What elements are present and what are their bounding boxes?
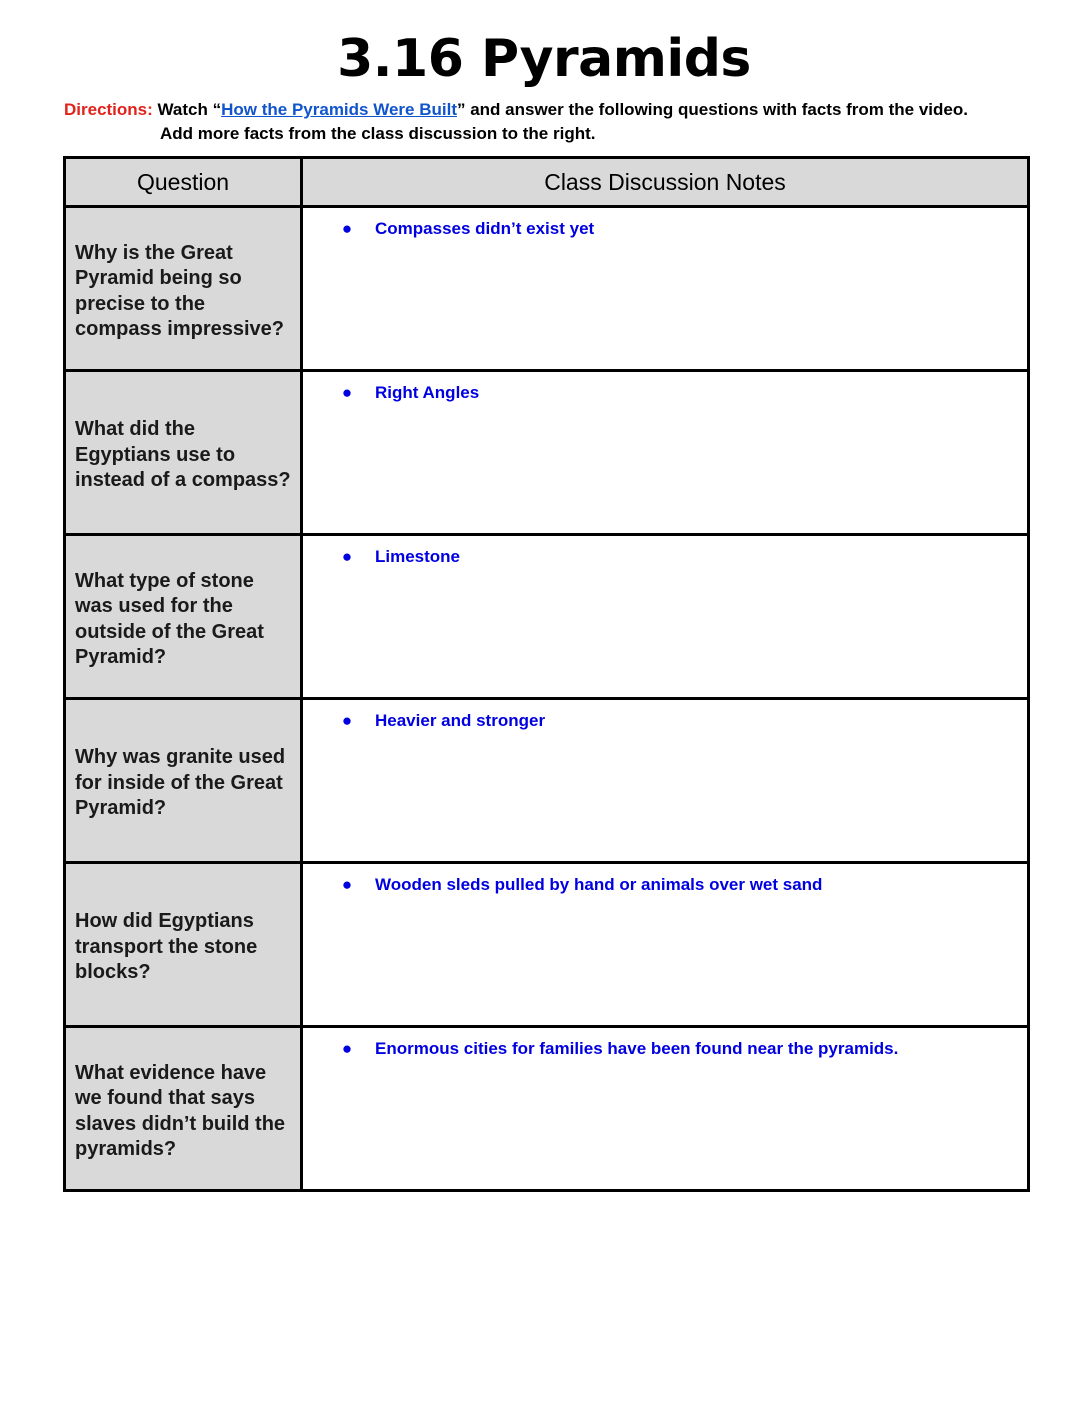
notes-list xyxy=(303,700,1027,732)
bullet-icon: ● xyxy=(341,383,353,402)
notes-cell[interactable] xyxy=(302,207,1029,371)
table-header-row xyxy=(65,158,1029,207)
note-item xyxy=(341,218,1027,240)
note-text: Enormous cities for families have been found near the pyramids. xyxy=(375,1039,899,1058)
bullet-icon: ● xyxy=(341,547,353,566)
question-cell xyxy=(65,699,302,863)
notes-cell[interactable] xyxy=(302,863,1029,1027)
table-row xyxy=(65,207,1029,371)
notes-list xyxy=(303,208,1027,240)
note-item xyxy=(341,874,1027,896)
notes-cell[interactable] xyxy=(302,535,1029,699)
directions xyxy=(64,98,1044,146)
notes-list xyxy=(303,1028,1027,1060)
question-cell xyxy=(65,863,302,1027)
table-row xyxy=(65,371,1029,535)
note-text: Heavier and stronger xyxy=(375,711,546,730)
note-item xyxy=(341,1038,1027,1060)
note-item xyxy=(341,382,1027,404)
directions-text-after-link: ” and answer the following questions with facts from the video. xyxy=(456,100,968,119)
video-link[interactable]: How the Pyramids Were Built xyxy=(221,100,457,119)
note-text: Wooden sleds pulled by hand or animals over wet sand xyxy=(375,875,823,894)
directions-label: Directions: xyxy=(64,100,153,119)
bullet-icon: ● xyxy=(341,875,353,894)
notes-list xyxy=(303,864,1027,896)
table-row xyxy=(65,699,1029,863)
note-item xyxy=(341,546,1027,568)
question-text: What type of stone was used for the outside of the Great Pyramid? xyxy=(75,569,264,668)
question-text: What did the Egyptians use to instead of a compass? xyxy=(75,418,291,492)
question-table xyxy=(63,156,1030,1192)
note-item xyxy=(341,710,1027,732)
table-row xyxy=(65,1027,1029,1191)
note-text: Right Angles xyxy=(375,383,480,402)
notes-cell[interactable] xyxy=(302,1027,1029,1191)
bullet-icon: ● xyxy=(341,711,353,730)
question-cell xyxy=(65,371,302,535)
page-title: 3.16 Pyramids xyxy=(337,29,751,89)
question-cell xyxy=(65,1027,302,1191)
question-text: Why was granite used for inside of the Great Pyramid? xyxy=(75,746,286,820)
notes-list xyxy=(303,536,1027,568)
notes-column-header: Class Discussion Notes xyxy=(302,158,1029,207)
question-column-header: Question xyxy=(65,158,302,207)
notes-cell[interactable] xyxy=(302,371,1029,535)
question-text: Why is the Great Pyramid being so precise to the compass impressive? xyxy=(75,241,284,340)
note-text: Compasses didn’t exist yet xyxy=(375,219,595,238)
table-row xyxy=(65,535,1029,699)
bullet-icon: ● xyxy=(341,219,353,238)
directions-text-before-link: Watch “ xyxy=(152,100,222,119)
notes-cell[interactable] xyxy=(302,699,1029,863)
question-cell xyxy=(65,207,302,371)
notes-list xyxy=(303,372,1027,404)
table-row xyxy=(65,863,1029,1027)
bullet-icon: ● xyxy=(341,1039,353,1058)
question-text: How did Egyptians transport the stone blocks? xyxy=(75,910,258,984)
note-text: Limestone xyxy=(375,547,461,566)
directions-line2: Add more facts from the class discussion to the right. xyxy=(160,124,596,143)
question-cell xyxy=(65,535,302,699)
question-text: What evidence have we found that says slaves didn’t build the pyramids? xyxy=(75,1061,286,1160)
